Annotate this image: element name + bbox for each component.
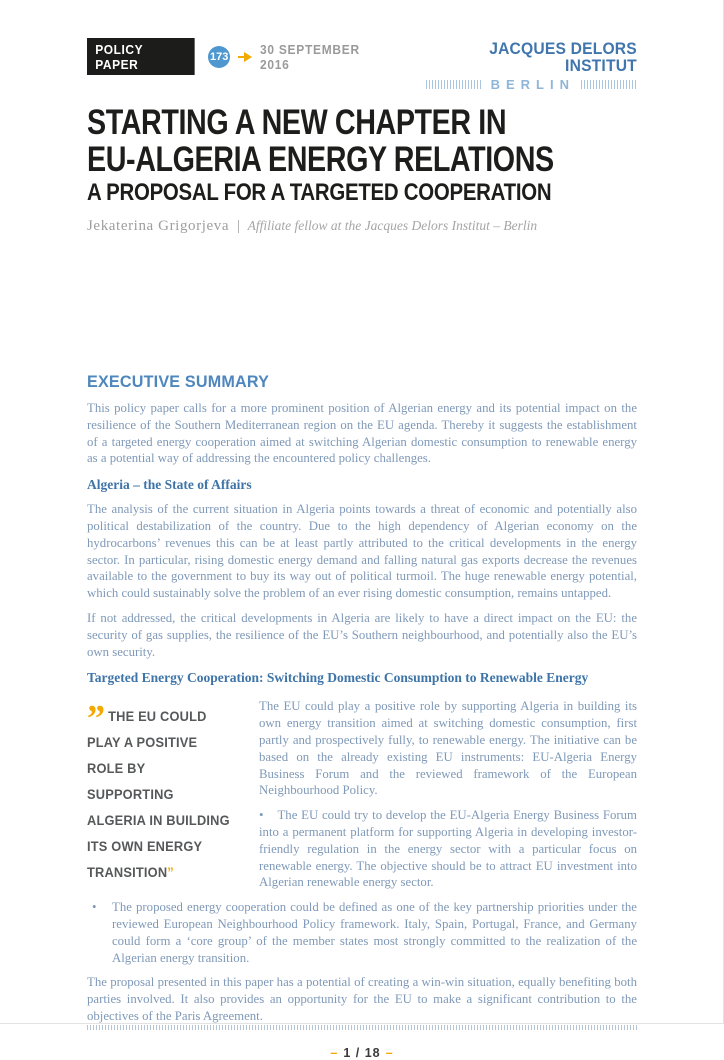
page-number-dash-right: – — [385, 1045, 394, 1060]
summary-intro-paragraph: This policy paper calls for a more prominent position of Algerian energy and its potential impact on the resilience of the Southern Mediterranean region on the EU agenda. Thereby it suggests the establishment of a targeted energy cooperation aimed at switching Algerian domestic consumption to renewable energy as a potential way of addressing the encountered policy challenges. — [87, 401, 637, 466]
title-line-1: STARTING A NEW CHAPTER IN — [87, 103, 507, 142]
subhead-targeted-energy-cooperation: Targeted Energy Cooperation: Switching Domestic Consumption to Renewable Energy — [87, 670, 589, 686]
page-indicator: 1 / 18 — [343, 1045, 381, 1060]
pull-quote-section — [87, 690, 637, 891]
logo-city-name: BERLIN — [490, 77, 575, 92]
closing-paragraph: The proposal presented in this paper has a potential of creating a win-win situation, equally benefiting both parties involved. It also provides an opportunity for the EU to make a significant contribution to the objectives of the Paris Agreement. — [87, 975, 637, 1023]
byline — [87, 218, 637, 235]
bullet-icon: • — [92, 900, 97, 915]
institute-logo — [400, 40, 637, 91]
page-footer — [87, 1025, 637, 1060]
hatched-divider-bottom — [87, 1025, 637, 1030]
subhead-algeria-state-of-affairs: Algeria – the State of Affairs — [87, 477, 252, 493]
arrow-right-icon — [238, 52, 252, 62]
logo-city-row — [400, 78, 637, 91]
algeria-analysis-paragraph: The analysis of the current situation in Algeria points towards a threat of economic and potentially also political destabilization of the country. Due to the high dependency of Algerian economy on the hydrocarbons’ revenues this can be at least partly attributed to the critical developments in the energy sector. In particular, rising domestic energy demand and falling natural gas exports decrease the revenues available to the government to buy its way out of political turmoil. The huge renewable energy potential, which could sustainably solve the problem of an ever rising domestic consumption, remains untapped. — [87, 502, 637, 601]
paper-subtitle: A PROPOSAL FOR A TARGETED COOPERATION — [87, 178, 552, 206]
logo-hatch-right-icon — [581, 80, 637, 89]
byline-separator: | — [236, 218, 240, 235]
paper-title — [87, 105, 637, 206]
open-quote-icon: ” — [87, 698, 106, 741]
header-meta — [87, 38, 400, 75]
logo-institute-name: JACQUES DELORS INSTITUT — [489, 39, 637, 75]
page-number — [87, 1046, 637, 1060]
close-quote-icon: ” — [167, 865, 174, 881]
publication-date: 30 SEPTEMBER 2016 — [260, 41, 361, 72]
bullet-item-partnership-priorities — [87, 899, 637, 966]
page-header — [87, 38, 637, 91]
pull-quote — [87, 698, 235, 886]
policy-paper-badge: POLICY PAPER — [87, 38, 195, 75]
bullet-text: The EU could try to develop the EU-Algeria Energy Business Forum into a permanent platform for supporting Algeria in developing investor-friendly regulation in the energy sector with a particular focus on renewable energy. The objective should be to attract EU investment into Algerian renewable energy sector. — [259, 808, 637, 890]
cooperation-paragraph: The EU could play a positive role by supporting Algeria in building its own energy transition aimed at switching domestic consumption, first partly and prospectively fully, to renewable energy. The initiative can be based on the already existing EU instruments: EU-Algeria Energy Business Forum and the reviewed framework of the European Neighbourhood Policy. — [259, 699, 637, 798]
title-line-2: EU-ALGERIA ENERGY RELATIONS — [87, 139, 554, 179]
bullet-icon: • — [259, 808, 264, 823]
author-affiliation: Affiliate fellow at the Jacques Delors Institut – Berlin — [247, 218, 538, 234]
author-name: Jekaterina Grigorjeva — [87, 218, 230, 235]
issue-number-badge: 173 — [208, 46, 230, 68]
pull-quote-text: THE EU COULD PLAY A POSITIVE ROLE BY SUPPORTING ALGERIA IN BUILDING ITS OWN ENERGY TRANSITION — [87, 709, 230, 881]
executive-summary-heading: EXECUTIVE SUMMARY — [87, 372, 270, 392]
logo-hatch-left-icon — [426, 80, 482, 89]
page-number-dash-left: – — [330, 1045, 339, 1060]
eu-impact-paragraph: If not addressed, the critical developments in Algeria are likely to have a direct impact on the EU: the security of gas supplies, the resilience of the EU’s Southern neighbourhood, and potentially also the EU’s own security. — [87, 611, 637, 659]
bullet-text: The proposed energy cooperation could be defined as one of the key partnership priorities under the reviewed European Neighbourhood Policy framework. Italy, Spain, Portugal, France, and Germany could form a ‘core group’ of the member states most strongly committed to the realization of the Algerian energy transition. — [112, 900, 637, 965]
